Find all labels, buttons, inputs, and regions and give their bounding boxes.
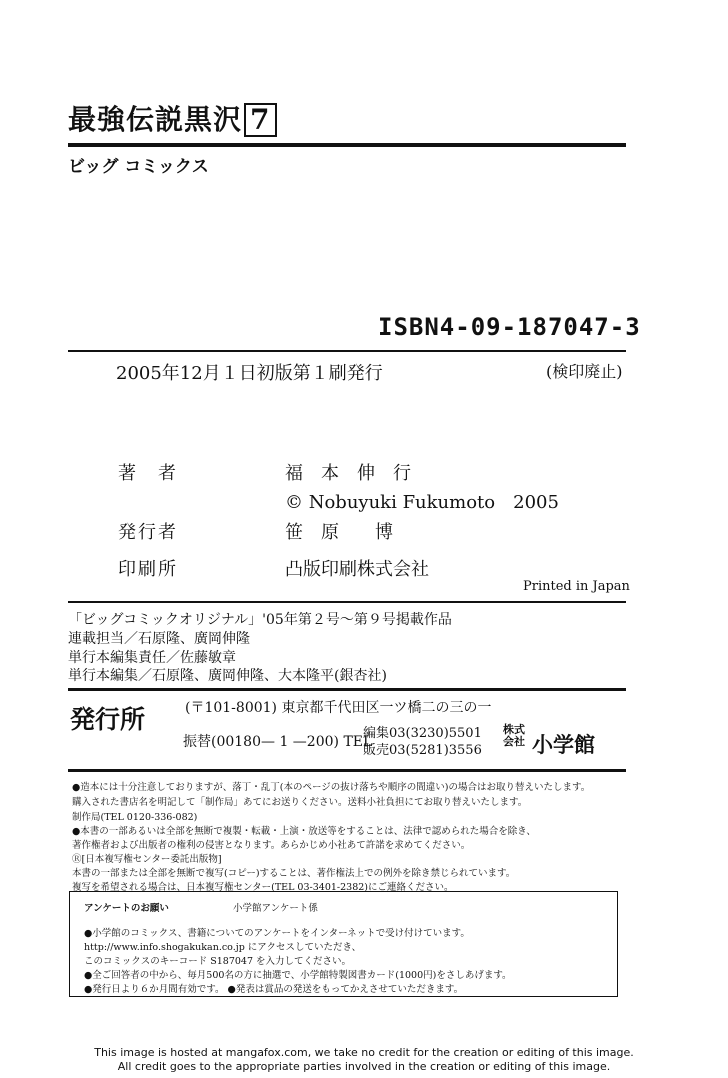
fine-print-line: ●本書の一部あるいは全部を無断で複製・転載・上演・放送等をすることは、法律で認められた場合を除き、 (72, 826, 536, 837)
copyright-line: © Nobuyuki Fukumoto 2005 (285, 492, 559, 513)
survey-box (69, 891, 618, 997)
series-name: ビッグ コミックス (68, 157, 209, 177)
printed-in-japan: Printed in Japan (523, 579, 630, 594)
staff-line-source: 「ビッグコミックオリジナル」'05年第２号～第９号掲載作品 (68, 612, 452, 628)
credits-rule (68, 601, 626, 603)
publisher-transfer: 振替(00180— 1 —200) TEL (183, 734, 373, 750)
fine-print-line: ●造本には十分注意しておりますが、落丁・乱丁(本のページの抜け落ちや順序の間違い)の場合はお取り替えいたします。 (72, 782, 591, 793)
staff-line-chief-editor: 単行本編集責任／佐藤敏章 (68, 650, 236, 666)
title-text: 最強伝説黒沢 (68, 103, 243, 136)
volume-number: 7 (244, 103, 276, 137)
title-rule (68, 143, 626, 147)
publisher-name: 小学館 (532, 732, 595, 757)
publisher-address: (〒101-8001) 東京都千代田区一ツ橋二の三の一 (185, 700, 492, 716)
staff-line-editors: 単行本編集／石原隆、廣岡伸隆、大本隆平(銀杏社) (68, 668, 387, 684)
author-name: 福 本 伸 行 (285, 463, 411, 484)
corp-type: 株式会社 (503, 723, 525, 748)
credit-notice: All credit goes to the appropriate parties involved in the creation or editing of this image. (117, 1060, 611, 1073)
survey-title: アンケートのお願い (84, 903, 169, 914)
fine-print-line: 著作権者および出版者の権利の侵害となります。あらかじめ小社あて許諾を求めてください。 (72, 840, 471, 851)
survey-dept: 小学館アンケート係 (233, 903, 318, 914)
fine-print-line: 購入された書店名を明記して「制作局」あてにお送りください。送料小社負担にてお取り替えいたします。 (72, 797, 528, 808)
printer-label: 印刷所 (118, 559, 178, 580)
fine-print-line: Ⓡ[日本複写権センター委託出版物] (72, 854, 222, 865)
publisher-bottom-rule (68, 769, 626, 772)
book-title (68, 98, 277, 138)
survey-keycode-line: このコミックスのキーコード S187047 を入力してください。 (84, 956, 352, 967)
survey-line: ●発行日より６か月間有効です。 ●発表は賞品の発送をもってかえさせていただきます。 (84, 984, 464, 995)
survey-url-line: http://www.info.shogakukan.co.jp にアクセスしていただき、 (84, 942, 362, 953)
survey-line: ●全ご回答者の中から、毎月500名の方に抽選で、小学館特製図書カード(1000円)をさしあげます。 (84, 970, 512, 981)
survey-line: ●小学館のコミックス、書籍についてのアンケートをインターネットで受け付けています。 (84, 928, 470, 939)
seal-abolished-note: (検印廃止) (546, 362, 623, 381)
fine-print-line: 制作局(TEL 0120-336-082) (72, 812, 198, 823)
publisher-label: 発行所 (70, 705, 146, 734)
publication-date: 2005年12月１日初版第１刷発行 (116, 363, 383, 384)
tel-editorial: 編集03(3230)5501 (363, 726, 482, 741)
tel-sales: 販売03(5281)3556 (363, 743, 482, 758)
isbn: ISBN4-09-187047-3 (378, 313, 641, 341)
fine-print-line: 本書の一部または全部を無断で複写(コピー)することは、著作権法上での例外を除き禁じられています。 (72, 868, 516, 879)
publisher-top-rule (68, 688, 626, 691)
printer-name: 凸版印刷株式会社 (285, 559, 429, 580)
staff-line-serial-editor: 連載担当／石原隆、廣岡伸隆 (68, 631, 250, 647)
author-label: 著 者 (118, 463, 178, 484)
hosting-notice: This image is hosted at mangafox.com, we take no credit for the creation or editing of this image. (94, 1046, 634, 1059)
publisher-person-label: 発行者 (118, 522, 178, 543)
isbn-rule (68, 350, 626, 352)
publisher-person-name: 笹 原 博 (285, 522, 393, 543)
fine-print-line: 複写を希望される場合は、日本複写権センター(TEL 03-3401-2382)にご連絡ください。 (72, 882, 454, 893)
